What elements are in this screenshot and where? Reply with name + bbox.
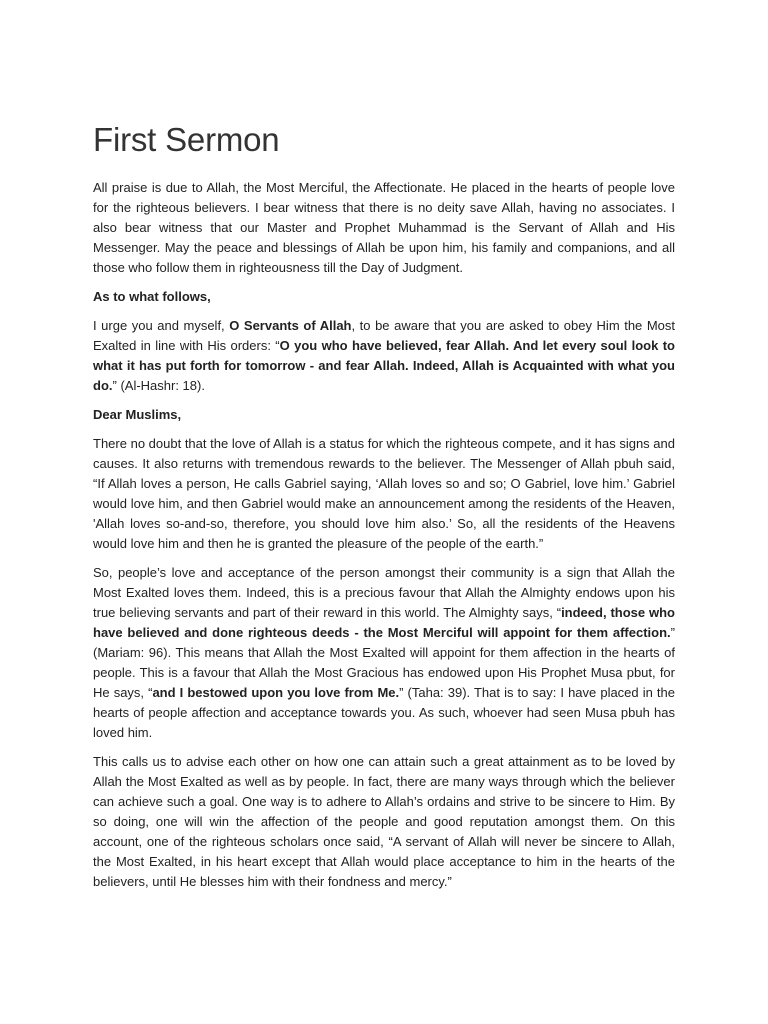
bold-text-run: O Servants of Allah [229, 318, 352, 333]
text-run: , to be aware that you are asked to obey Him the Most Exalted in line with His orders: “ [93, 318, 676, 353]
quran-quote-bold: and I bestowed upon you love from Me. [152, 685, 400, 700]
section-heading-dear-muslims: Dear Muslims, [93, 407, 182, 422]
section-heading-as-to-what-follows: As to what follows, [93, 289, 211, 304]
quran-quote-bold: indeed, those who have believed and done righteous deeds - the Most Merciful will appoint for them affection. [93, 605, 675, 640]
page-title: First Sermon [93, 121, 280, 158]
text-run: So, people’s love and acceptance of the person amongst their community is a sign that Allah the Most Exalted loves them. Indeed, this is a precious favour that Allah the Almighty endows upon his true believing servants and part of their reward in this world. The Almighty says, “ [93, 565, 675, 620]
text-run: ” (Mariam: 96). This means that Allah the Most Exalted will appoint for them affection in the hearts of people. This is a favour that Allah the Most Gracious has endowed upon His Prophet Musa pbut, for He says, “ [93, 625, 675, 700]
love-of-allah-paragraph: There no doubt that the love of Allah is a status for which the righteous compete, and it has signs and causes. It also returns with tremendous rewards to the believer. The Messenger of Allah pbuh said, “If Allah loves a person, He calls Gabriel saying, ‘Allah loves so and so; O Gabriel, love him.’ Gabriel would love him, and then Gabriel would make an announcement among the residents of the Heaven, 'Allah loves so-and-so, therefore, you should love him also.’ So, all the residents of the Heavens would love him and then he is granted the pleasure of the people of the earth.” [93, 436, 675, 551]
text-run: I urge you and myself, [93, 318, 230, 333]
opening-praise-paragraph: All praise is due to Allah, the Most Merciful, the Affectionate. He placed in the hearts of people love for the righteous believers. I bear witness that there is no deity save Allah, having no associates. I also bear witness that our Master and Prophet Muhammad is the Servant of Allah and His Messenger. May the peace and blessings of Allah be upon him, his family and companions, and all those who follow them in righteousness till the Day of Judgment. [93, 180, 675, 275]
quran-quote-bold: O you who have believed, fear Allah. And let every soul look to what it has put forth for tomorrow - and fear Allah. Indeed, Allah is Acquainted with what you do. [93, 338, 675, 393]
document-page [93, 120, 675, 901]
exhortation-paragraph [93, 316, 675, 396]
text-run: ” (Taha: 39). That is to say: I have placed in the hearts of people affection and acceptance towards you. As such, whoever had seen Musa pbuh has loved him. [93, 685, 675, 740]
advice-paragraph: This calls us to advise each other on how one can attain such a great attainment as to be loved by Allah the Most Exalted as well as by people. In fact, there are many ways through which the believer can achieve such a goal. One way is to adhere to Allah’s ordains and strive to be sincere to Him. By so doing, one will win the affection of the people and good reputation amongst them. On this account, one of the righteous scholars once said, “A servant of Allah will never be sincere to Allah, the Most Exalted, in his heart except that Allah would place acceptance to him in the hearts of the believers, until He blesses him with their fondness and mercy.” [93, 754, 675, 889]
peoples-love-paragraph [93, 563, 675, 743]
text-run: ” (Al-Hashr: 18). [112, 378, 205, 393]
